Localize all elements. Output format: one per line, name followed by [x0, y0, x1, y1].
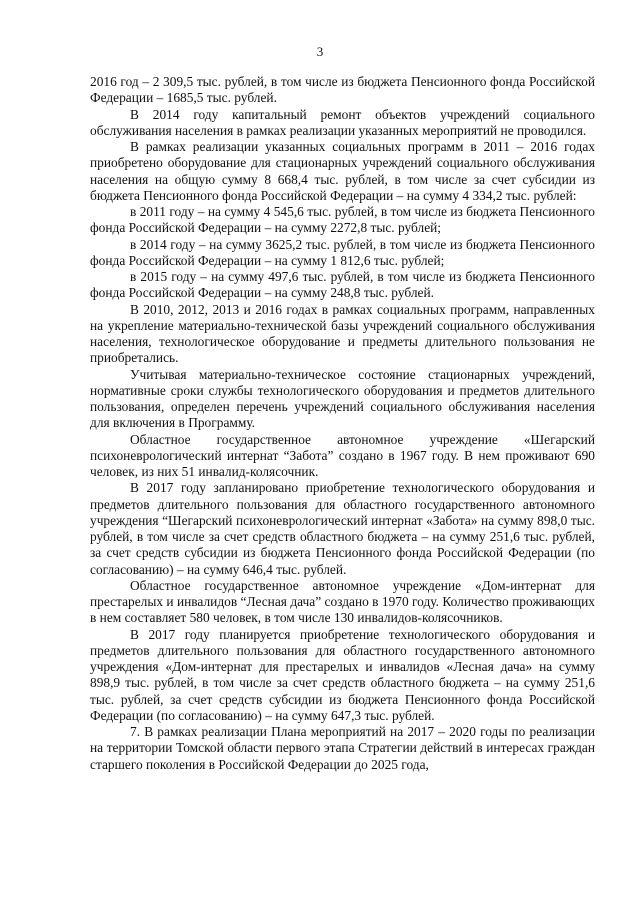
paragraph: Областное государственное автономное учреждение «Дом-интернат для престарелых и инвалидов “Лесная дача” создано в 1970 году. Количество проживающих в нем составляет 580 человек, в том числе 130 инвалидов-колясочников.: [90, 577, 595, 626]
paragraph: Областное государственное автономное учреждение «Шегарский психоневрологический интернат “Забота” создано в 1967 году. В нем проживают 690 человек, из них 51 инвалид-колясочник.: [90, 431, 595, 479]
paragraph: Учитывая материально-техническое состояние стационарных учреждений, нормативные сроки службы технологического оборудования и предметов длительного пользования, определен перечень учреждений социального обслуживания населения для включения в Программу.: [90, 366, 595, 431]
paragraph: в 2015 году – на сумму 497,6 тыс. рублей, в том числе из бюджета Пенсионного фонда Российской Федерации – на сумму 248,8 тыс. рублей.: [90, 269, 595, 301]
paragraph: В 2010, 2012, 2013 и 2016 годах в рамках социальных программ, направленных на укрепление материально-технической базы учреждений социального обслуживания населения, технологическое оборудование и предметы длительного пользования не приобретались.: [90, 301, 595, 366]
paragraph: 7. В рамках реализации Плана мероприятий на 2017 – 2020 годы по реализации на территории Томской области первого этапа Стратегии действий в интересах граждан старшего поколения в Российской Федерации до 2025 года,: [90, 724, 595, 772]
paragraph: В 2014 году капитальный ремонт объектов учреждений социального обслуживания населения в рамках реализации указанных мероприятий не проводился.: [90, 106, 595, 138]
document-body: [90, 74, 595, 773]
paragraph: В 2017 году планируется приобретение технологического оборудования и предметов длительного пользования для областного государственного автономного учреждения «Дом-интернат для престарелых и инвалидов «Лесная дача» на сумму 898,9 тыс. рублей, в том числе за счет средств областного бюджета – на сумму 251,6 тыс. рублей, за счет средств субсидии из бюджета Пенсионного фонда Российской Федерации (по согласованию) – на сумму 647,3 тыс. рублей.: [90, 626, 595, 723]
paragraph: 2016 год – 2 309,5 тыс. рублей, в том числе из бюджета Пенсионного фонда Российской Федерации – 1685,5 тыс. рублей.: [90, 74, 595, 106]
paragraph: в 2014 году – на сумму 3625,2 тыс. рублей, в том числе из бюджета Пенсионного фонда Российской Федерации – на сумму 1 812,6 тыс. рублей;: [90, 236, 595, 268]
paragraph: В рамках реализации указанных социальных программ в 2011 – 2016 годах приобретено оборудование для стационарных учреждений социального обслуживания населения на общую сумму 8 668,4 тыс. рублей, в том числе за счет субсидии из бюджета Пенсионного фонда Российской Федерации – на сумму 4 334,2 тыс. рублей:: [90, 139, 595, 203]
paragraph: в 2011 году – на сумму 4 545,6 тыс. рублей, в том числе из бюджета Пенсионного фонда Российской Федерации – на сумму 2272,8 тыс. рублей;: [90, 204, 595, 236]
paragraph: В 2017 году запланировано приобретение технологического оборудования и предметов длительного пользования для областного государственного автономного учреждения “Шегарский психоневрологический интернат «Забота» на сумму 898,0 тыс. рублей, в том числе за счет средств областного бюджета – на сумму 251,6 тыс. рублей, за счет средств субсидии из бюджета Пенсионного фонда Российской Федерации (по согласованию) – на сумму 646,4 тыс. рублей.: [90, 480, 595, 577]
page-number: 3: [316, 44, 324, 59]
